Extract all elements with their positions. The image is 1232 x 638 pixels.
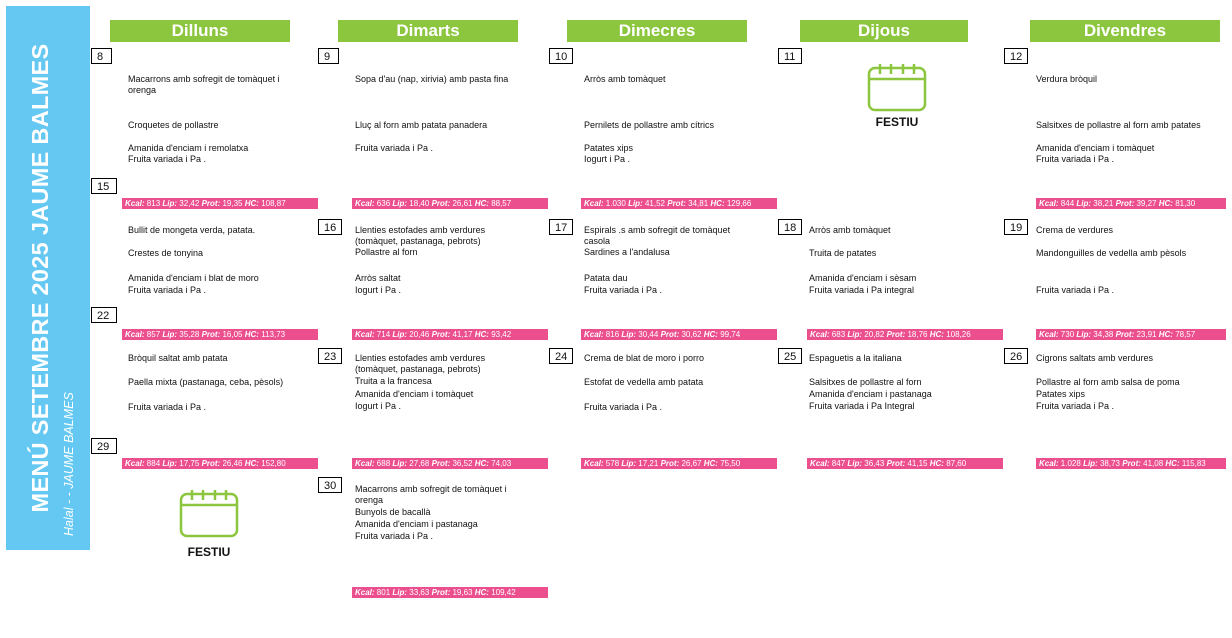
day-header-thursday: Dijous [800, 20, 968, 42]
menu-item: Bunyols de bacallà [355, 507, 431, 517]
nutrition-bar: Kcal: 816 Lip: 30,44 Prot: 30,62 HC: 99,74 [581, 329, 777, 340]
date-box: 25 [778, 348, 802, 364]
menu-item: Amanida d'enciam i pastanaga [809, 389, 932, 399]
nutrition-bar: Kcal: 847 Lip: 36,43 Prot: 41,15 HC: 87,60 [807, 458, 1003, 469]
menu-item: Crestes de tonyina [128, 248, 204, 258]
date-box: 18 [778, 219, 802, 235]
nutrition-bar: Kcal: 801 Lip: 33,63 Prot: 19,63 HC: 109,42 [352, 587, 548, 598]
menu-item: Fruita variada i Pa . [128, 154, 207, 164]
menu-item: Mandonguilles de vedella amb pèsols [1036, 248, 1187, 258]
date-box: 10 [549, 48, 573, 64]
menu-item: Fruita variada i Pa integral [809, 285, 915, 295]
menu-item: Crema de blat de moro i porro [584, 353, 705, 363]
menu-item: Llenties estofades amb verdures [355, 353, 486, 363]
date-box: 26 [1004, 348, 1028, 364]
festiu-label: FESTIU [187, 545, 231, 559]
date-box: 29 [91, 438, 117, 454]
day-header-friday: Divendres [1030, 20, 1220, 42]
nutrition-bar: Kcal: 730 Lip: 34,38 Prot: 23,91 HC: 78,57 [1036, 329, 1226, 340]
menu-item: Salsitxes de pollastre al forn [809, 377, 922, 387]
nutrition-bar: Kcal: 683 Lip: 20,82 Prot: 18,76 HC: 108,26 [807, 329, 1003, 340]
date-box: 19 [1004, 219, 1028, 235]
menu-item: Arròs saltat [355, 273, 401, 283]
menu-item: Patates xips [1036, 389, 1086, 399]
menu-item: Fruita variada i Pa . [1036, 285, 1115, 295]
menu-item: Macarrons amb sofregit de tomàquet i [128, 74, 280, 84]
menu-item: Truita a la francesa [355, 376, 432, 386]
festiu-label: FESTIU [875, 115, 919, 129]
nutrition-bar: Kcal: 578 Lip: 17,21 Prot: 26,67 HC: 75,50 [581, 458, 777, 469]
date-box: 15 [91, 178, 117, 194]
nutrition-bar: Kcal: 636 Lip: 18,40 Prot: 26,61 HC: 88,57 [352, 198, 548, 209]
menu-item: Arròs amb tomàquet [809, 225, 891, 235]
nutrition-bar: Kcal: 813 Lip: 32,42 Prot: 19,35 HC: 108,87 [122, 198, 318, 209]
menu-item: Bullit de mongeta verda, patata. [128, 225, 256, 235]
menu-item: Bròquil saltat amb patata [128, 353, 228, 363]
menu-item: Fruita variada i Pa . [584, 285, 663, 295]
menu-item: (tomàquet, pastanaga, pebrots) [355, 364, 481, 374]
menu-item: Espaguetis a la italiana [809, 353, 902, 363]
menu-item: Pollastre al forn amb salsa de poma [1036, 377, 1180, 387]
menu-item: Sopa d'au (nap, xirivia) amb pasta fina [355, 74, 509, 84]
date-box: 17 [549, 219, 573, 235]
day-header-tuesday: Dimarts [338, 20, 518, 42]
nutrition-bar: Kcal: 1.028 Lip: 38,73 Prot: 41,08 HC: 115,83 [1036, 458, 1226, 469]
menu-item: Verdura bròquil [1036, 74, 1098, 84]
menu-item: Pollastre al forn [355, 247, 418, 257]
menu-item: Llenties estofades amb verdures [355, 225, 486, 235]
menu-item: Pernilets de pollastre amb cítrics [584, 120, 715, 130]
date-box: 24 [549, 348, 573, 364]
menu-item: Paella mixta (pastanaga, ceba, pèsols) [128, 377, 284, 387]
date-box: 12 [1004, 48, 1028, 64]
menu-item: (tomàquet, pastanaga, pebrots) [355, 236, 481, 246]
menu-item: Amanida d'enciam i remolatxa [128, 143, 249, 153]
menu-subtitle: Halal - - JAUME BALMES [62, 392, 76, 536]
nutrition-bar: Kcal: 884 Lip: 17,75 Prot: 26,46 HC: 152,80 [122, 458, 318, 469]
menu-item: Amanida d'enciam i pastanaga [355, 519, 478, 529]
menu-item: Arròs amb tomàquet [584, 74, 666, 84]
menu-item: orenga [355, 495, 384, 505]
menu-item: Amanida d'enciam i tomàquet [1036, 143, 1155, 153]
nutrition-bar: Kcal: 857 Lip: 35,28 Prot: 16,05 HC: 113,73 [122, 329, 318, 340]
nutrition-bar: Kcal: 714 Lip: 20,46 Prot: 41,17 HC: 93,42 [352, 329, 548, 340]
menu-item: Estofat de vedella amb patata [584, 377, 704, 387]
menu-item: Cigrons saltats amb verdures [1036, 353, 1154, 363]
nutrition-bar: Kcal: 1.030 Lip: 41,52 Prot: 34,81 HC: 129,66 [581, 198, 777, 209]
menu-item: Amanida d'enciam i sèsam [809, 273, 917, 283]
menu-item: Crema de verdures [1036, 225, 1114, 235]
menu-item: casola [584, 236, 611, 246]
menu-item: Fruita variada i Pa . [584, 402, 663, 412]
day-header-wednesday: Dimecres [567, 20, 747, 42]
menu-item: Iogurt i Pa . [584, 154, 631, 164]
menu-item: Macarrons amb sofregit de tomàquet i [355, 484, 507, 494]
menu-item: orenga [128, 85, 157, 95]
date-box: 30 [318, 477, 342, 493]
menu-item: Patata dau [584, 273, 628, 283]
date-box: 11 [778, 48, 802, 64]
menu-item: Salsitxes de pollastre al forn amb patates [1036, 120, 1201, 130]
menu-item: Iogurt i Pa . [355, 401, 402, 411]
menu-item: Amanida d'enciam i blat de moro [128, 273, 259, 283]
date-box: 23 [318, 348, 342, 364]
menu-item: Patates xips [584, 143, 634, 153]
menu-item: Fruita variada i Pa . [355, 143, 434, 153]
nutrition-bar: Kcal: 844 Lip: 38,21 Prot: 39,27 HC: 81,30 [1036, 198, 1226, 209]
calendar-icon [178, 488, 240, 538]
menu-item: Espirals .s amb sofregit de tomàquet [584, 225, 731, 235]
date-box: 22 [91, 307, 117, 323]
date-box: 8 [91, 48, 112, 64]
menu-item: Iogurt i Pa . [355, 285, 402, 295]
nutrition-bar: Kcal: 688 Lip: 27,68 Prot: 36,52 HC: 74,03 [352, 458, 548, 469]
date-box: 16 [318, 219, 342, 235]
date-box: 9 [318, 48, 339, 64]
calendar-icon [866, 62, 928, 112]
menu-item: Lluç al forn amb patata panadera [355, 120, 488, 130]
menu-item: Fruita variada i Pa Integral [809, 401, 915, 411]
menu-item: Sardines a l'andalusa [584, 247, 670, 257]
sidebar-banner [6, 6, 90, 550]
menu-item: Amanida d'enciam i tomàquet [355, 389, 474, 399]
menu-item: Fruita variada i Pa . [128, 285, 207, 295]
menu-item: Fruita variada i Pa . [128, 402, 207, 412]
menu-item: Truita de patates [809, 248, 877, 258]
menu-item: Fruita variada i Pa . [355, 531, 434, 541]
day-header-monday: Dilluns [110, 20, 290, 42]
menu-item: Fruita variada i Pa . [1036, 154, 1115, 164]
menu-title: MENÚ SETEMBRE 2025 JAUME BALMES [27, 43, 53, 513]
menu-item: Fruita variada i Pa . [1036, 401, 1115, 411]
menu-item: Croquetes de pollastre [128, 120, 219, 130]
